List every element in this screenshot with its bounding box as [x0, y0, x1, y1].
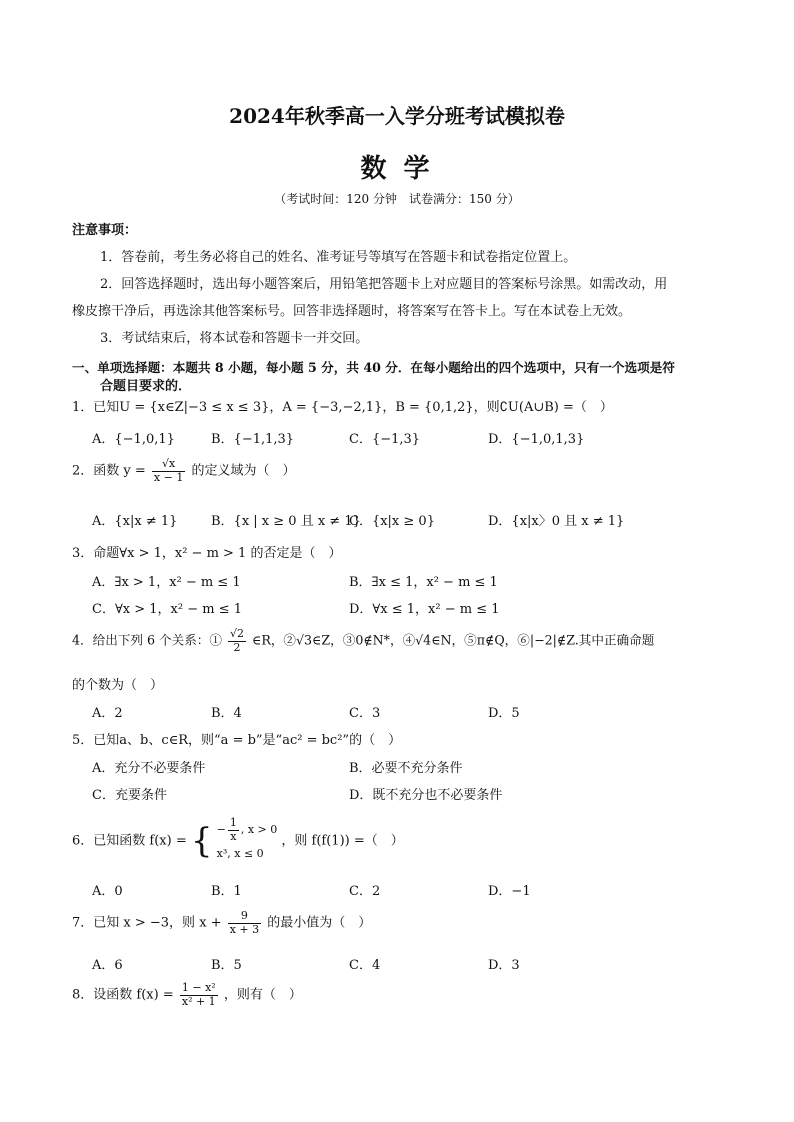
exam-info: （考试时间：120 分钟 试卷满分：150 分）	[274, 192, 520, 206]
q8-frac-den: x² + 1	[181, 994, 216, 1008]
q4-stem-post: ∈R，②√3∈Z，③0∉N*，④√4∈N，⑤π∉Q，⑥|−2|∉Z.其中正确命题	[252, 632, 655, 648]
q8-frac-num: 1 − x²	[181, 981, 216, 994]
q8-stem-post: ，则有（ ）	[223, 987, 302, 1003]
q6-case1-num: 1	[229, 816, 237, 829]
q4-option-c[interactable]: C．3	[349, 706, 381, 721]
q7-option-a[interactable]: A．6	[92, 958, 123, 973]
q3-option-d[interactable]: D．∀x ≤ 1，x² − m ≤ 1	[349, 602, 500, 617]
q4-frac-den: 2	[233, 640, 241, 654]
notice-item: 3．考试结束后，将本试卷和答题卡一并交回。	[100, 331, 369, 346]
question-5-stem: 5．已知a、b、c∈R，则“a = b”是“ac² = bc²”的（ ）	[72, 733, 402, 748]
q6-case1-cond: , x > 0	[240, 823, 278, 837]
q2-fraction	[152, 458, 185, 484]
q4-option-d[interactable]: D．5	[488, 706, 520, 721]
q1-option-b[interactable]: B．{−1,1,3}	[211, 432, 295, 447]
question-4-stem-cont: 的个数为（ ）	[72, 678, 164, 693]
q1-option-c[interactable]: C．{−1,3}	[349, 432, 421, 447]
q6-stem-pre: 6．已知函数 f(x) =	[72, 833, 187, 849]
q6-case1-fraction	[228, 817, 239, 843]
q6-case-1	[217, 817, 278, 843]
question-3-stem: 3．命题∀x > 1，x² − m > 1 的否定是（ ）	[72, 546, 342, 561]
q4-stem-pre: 4．给出下列 6 个关系：①	[72, 632, 222, 648]
q3-option-c[interactable]: C．∀x > 1，x² − m ≤ 1	[92, 602, 243, 617]
q7-frac-num: 9	[228, 910, 261, 924]
notice-item: 1．答卷前，考生务必将自己的姓名、准考证号等填写在答题卡和试卷指定位置上。	[100, 250, 577, 265]
q7-fraction	[228, 910, 261, 936]
q2-frac-den: x − 1	[153, 470, 184, 484]
notice-heading: 注意事项：	[72, 223, 138, 238]
q3-option-a[interactable]: A．∃x > 1，x² − m ≤ 1	[92, 575, 241, 590]
q2-option-b[interactable]: B．{x | x ≥ 0 且 x ≠ 1}	[211, 514, 361, 529]
q6-brace: {	[190, 821, 213, 862]
q7-frac-den: x + 3	[229, 922, 260, 936]
q7-stem-pre: 7．已知 x > −3，则 x +	[72, 915, 222, 931]
section-heading-cont: 合题目要求的．	[100, 379, 192, 394]
q5-option-d[interactable]: D．既不充分也不必要条件	[349, 788, 503, 803]
q5-option-c[interactable]: C．充要条件	[92, 788, 167, 803]
q6-case1-den: x	[230, 829, 237, 843]
q8-fraction	[180, 982, 218, 1008]
q2-frac-num: √x	[152, 458, 185, 472]
q6-option-b[interactable]: B．1	[211, 884, 242, 899]
q3-option-b[interactable]: B．∃x ≤ 1，x² − m ≤ 1	[349, 575, 498, 590]
q6-case1-minus: −	[216, 823, 226, 837]
q2-option-d[interactable]: D．{x|x〉0 且 x ≠ 1}	[488, 514, 625, 529]
q2-option-a[interactable]: A．{x|x ≠ 1}	[92, 514, 178, 529]
exam-title: 2024年秋季高一入学分班考试模拟卷	[229, 104, 565, 128]
q1-option-d[interactable]: D．{−1,0,1,3}	[488, 432, 585, 447]
q2-option-c[interactable]: C．{x|x ≥ 0}	[349, 514, 435, 529]
question-8-stem	[72, 982, 302, 1008]
q7-stem-post: 的最小值为（ ）	[267, 915, 372, 931]
q6-cases	[217, 817, 278, 865]
question-6-stem	[72, 817, 404, 865]
q5-option-a[interactable]: A．充分不必要条件	[92, 761, 206, 776]
notice-item: 2．回答选择题时，选出每小题答案后，用铅笔把答题卡上对应题目的答案标号涂黑。如需改动，用	[100, 277, 668, 292]
q5-option-b[interactable]: B．必要不充分条件	[349, 761, 463, 776]
q6-stem-post: ，则 f(f(1)) =（ ）	[281, 833, 404, 849]
q1-option-a[interactable]: A．{−1,0,1}	[92, 432, 175, 447]
q2-stem-pre: 2．函数 y =	[72, 463, 146, 479]
q4-frac-num: √2	[230, 627, 245, 640]
question-7-stem	[72, 910, 371, 936]
section-heading: 一、单项选择题：本题共 8 小题，每小题 5 分，共 40 分．在每小题给出的四个选项中，只有一个选项是符	[72, 360, 675, 375]
q6-case-2: x³, x ≤ 0	[216, 847, 264, 861]
question-2-stem	[72, 458, 296, 484]
question-1-stem: 1．已知U = {x∈Z|−3 ≤ x ≤ 3}，A = {−3,−2,1}，B = {0,1,2}，则∁U(A∪B) =（ ）	[72, 400, 613, 415]
q4-option-a[interactable]: A．2	[92, 706, 123, 721]
q6-option-a[interactable]: A．0	[92, 884, 123, 899]
q7-option-d[interactable]: D．3	[488, 958, 520, 973]
q6-option-c[interactable]: C．2	[349, 884, 381, 899]
q7-option-b[interactable]: B．5	[211, 958, 242, 973]
q4-option-b[interactable]: B．4	[211, 706, 242, 721]
q2-stem-post: 的定义域为（ ）	[191, 463, 296, 479]
q8-stem-pre: 8．设函数 f(x) =	[72, 987, 174, 1003]
question-4-stem	[72, 628, 654, 654]
q6-option-d[interactable]: D．−1	[488, 884, 531, 899]
q7-option-c[interactable]: C．4	[349, 958, 381, 973]
q4-fraction	[228, 628, 246, 654]
notice-item: 橡皮擦干净后，再选涂其他答案标号。回答非选择题时，将答案写在答卡上。写在本试卷上无效。	[72, 304, 632, 319]
subject-title: 数 学	[360, 154, 434, 184]
